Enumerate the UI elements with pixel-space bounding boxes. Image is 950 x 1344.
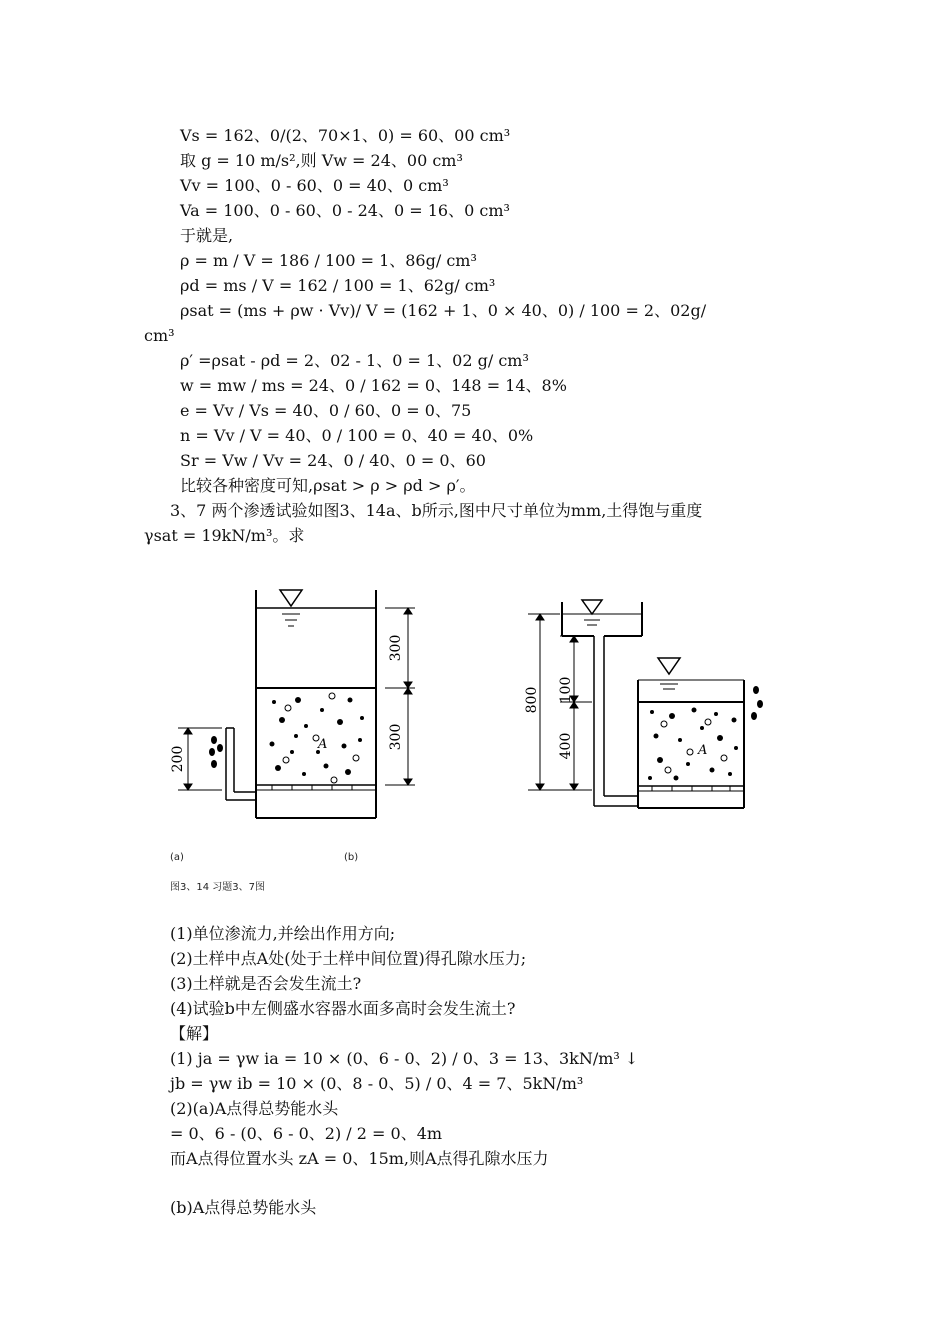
dim-300-bottom-a: 300 [388,723,404,751]
soil-particles-b [648,708,738,781]
water-drops-a [209,736,223,768]
dim-800-b: 800 [524,686,540,714]
text-line: cm³ [144,326,175,345]
sublabel-a: (a) [170,852,184,863]
text-line: 3、7 两个渗透试验如图3、14a、b所示,图中尺寸单位为mm,土得饱与重度 [170,501,703,520]
dim-200-a: 200 [170,745,186,773]
text-line: ρsat = (ms + ρw · Vv)/ V = (162 + 1、0 × 40、0) / 100 = 2、02g/ [180,301,707,320]
point-a-label-fig-a: A [318,737,328,752]
text-line: e = Vv / Vs = 40、0 / 60、0 = 0、75 [180,401,472,420]
text-line: 【解】 [170,1024,219,1043]
text-line: (4)试验b中左侧盛水容器水面多高时会发生流土? [170,999,516,1018]
text-line: 而A点得位置水头 zA = 0、15m,则A点得孔隙水压力 [170,1149,549,1168]
text-line: 取 g = 10 m/s²,则 Vw = 24、00 cm³ [180,151,463,170]
text-line: jb = γw ib = 10 × (0、8 - 0、5) / 0、4 = 7、5kN/m³ [170,1074,584,1093]
text-line: ρd = ms / V = 162 / 100 = 1、62g/ cm³ [180,276,496,295]
text-line: (3)土样就是否会发生流土? [170,974,362,993]
text-line: γsat = 19kN/m³。求 [144,526,305,545]
text-line: (b)A点得总势能水头 [170,1198,317,1217]
text-line: (1)单位渗流力,并绘出作用方向; [170,924,396,943]
text-line: (2)(a)A点得总势能水头 [170,1099,339,1118]
dim-100-b: 100 [558,676,574,704]
text-line: ρ = m / V = 186 / 100 = 1、86g/ cm³ [180,251,477,270]
text-line: (2)土样中点A处(处于土样中间位置)得孔隙水压力; [170,949,527,968]
text-line: Vv = 100、0 - 60、0 = 40、0 cm³ [180,176,449,195]
figure-a [178,590,415,818]
text-line: w = mw / ms = 24、0 / 162 = 0、148 = 14、8% [180,376,567,395]
text-line: n = Vv / V = 40、0 / 100 = 0、40 = 40、0% [180,426,534,445]
text-line: Sr = Vw / Vv = 24、0 / 40、0 = 0、60 [180,451,486,470]
text-line: = 0、6 - (0、6 - 0、2) / 2 = 0、4m [170,1124,443,1143]
text-line: 比较各种密度可知,ρsat > ρ > ρd > ρ′。 [180,476,476,495]
text-line: Va = 100、0 - 60、0 - 24、0 = 16、0 cm³ [180,201,510,220]
seepage-test-figure [0,570,950,850]
dim-400-b: 400 [558,732,574,760]
text-line: 于就是, [180,226,234,245]
dim-300-top-a: 300 [388,634,404,662]
figure-caption: 图3、14 习题3、7图 [170,882,265,893]
point-a-label-fig-b: A [698,743,708,758]
text-line: Vs = 162、0/(2、70×1、0) = 60、00 cm³ [180,126,511,145]
sublabel-b: (b) [344,852,359,863]
text-line: (1) ja = γw ia = 10 × (0、6 - 0、2) / 0、3 = 13、3kN/m³ ↓ [170,1049,639,1068]
text-line: ρ′ =ρsat - ρd = 2、02 - 1、0 = 1、02 g/ cm³ [180,351,529,370]
water-drops-b [751,686,763,720]
